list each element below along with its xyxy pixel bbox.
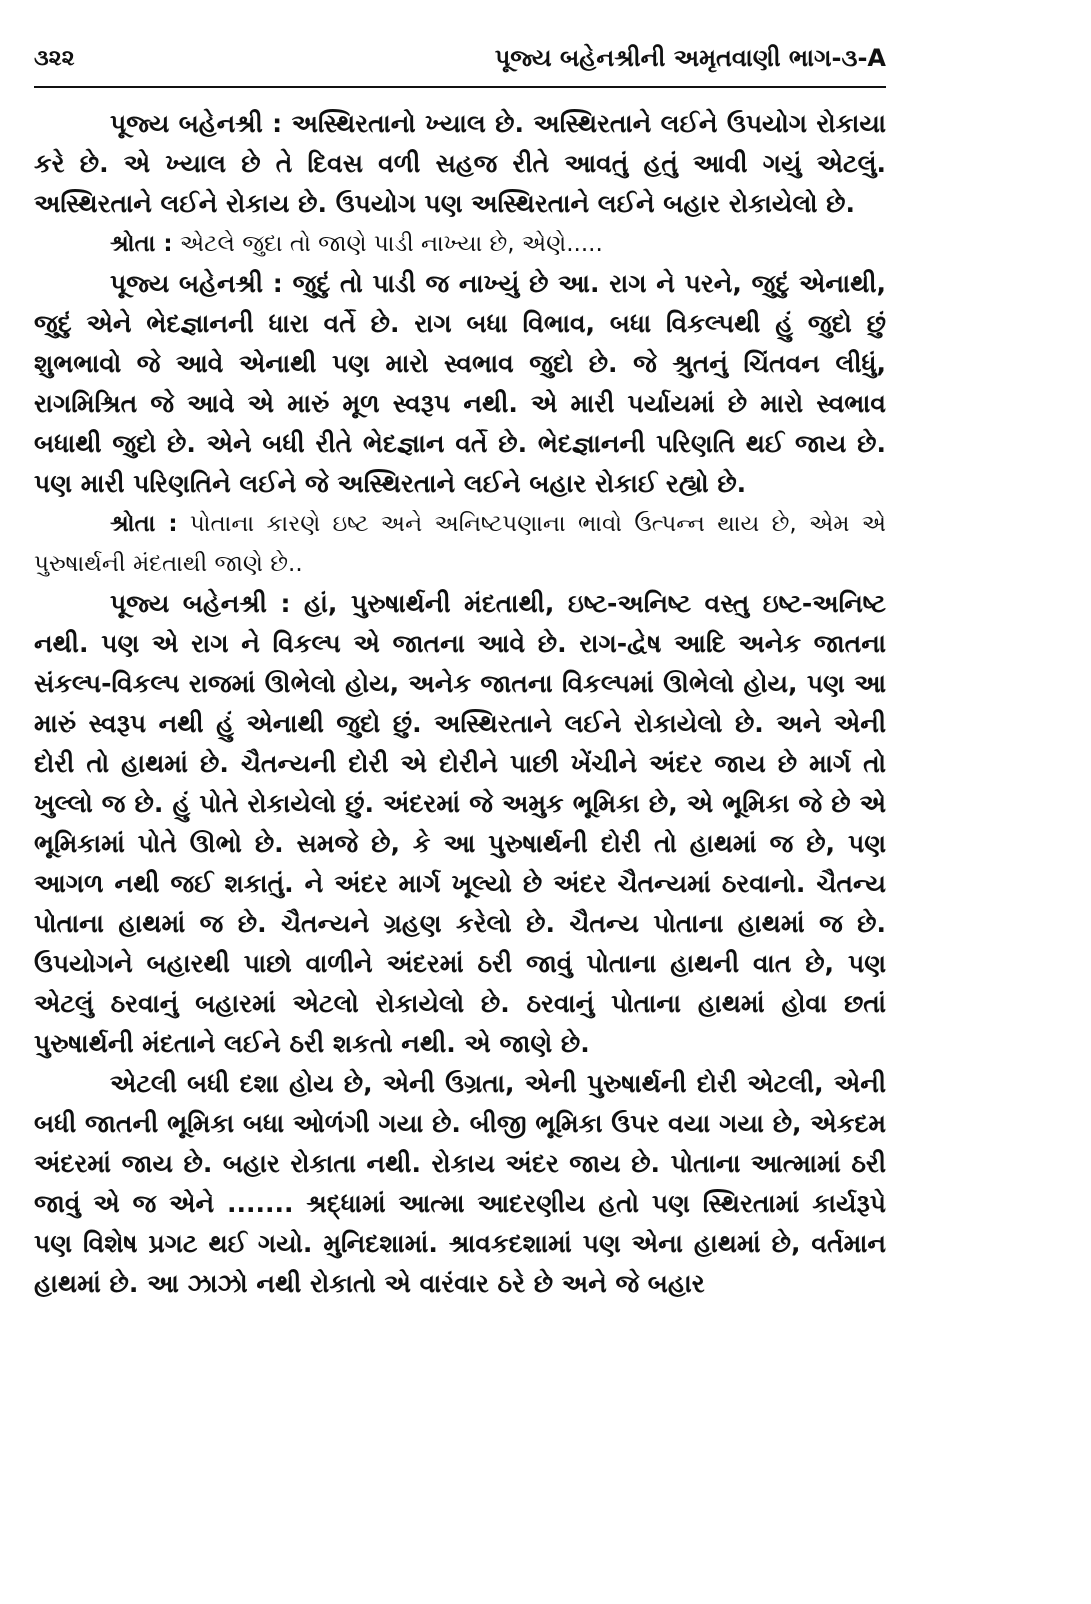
paragraph-1 [34,104,886,224]
paragraph-text: હાં, પુરુષાર્થની મંદતાથી, ઇષ્ટ-અનિષ્ટ વસ્તુ ઇષ્ટ-અનિષ્ટ નથી. પણ એ રાગ ને વિકલ્પ એ જાતના આવે છે. રાગ-દ્વેષ આદિ અનેક જાતના સંકલ્પ-વિકલ્પ રાજમાં ઊભેલો હોય, અનેક જાતના વિકલ્પમાં ઊભેલો હોય, પણ આ મારું સ્વરૂપ નથી હું એનાથી જુદો છું. અસ્થિરતાને લઈને રોકાયેલો છે. અને એની દોરી તો હાથમાં છે. ચૈતન્યની દોરી એ દોરીને પાછી ખેંચીને અંદર જાય છે માર્ગ તો ખુલ્લો જ છે. હું પોતે રોકાયેલો છું. અંદરમાં જે અમુક ભૂમિકા છે, એ ભૂમિકા જે છે એ ભૂમિકામાં પોતે ઊભો છે. સમજે છે, કે આ પુરુષાર્થની દોરી તો હાથમાં જ છે, પણ આગળ નથી જઈ શકાતું. ને અંદર માર્ગ ખૂલ્યો છે અંદર ચૈતન્યમાં ઠરવાનો. ચૈતન્ય પોતાના હાથમાં જ છે. ચૈતન્યને ગ્રહણ કરેલો છે. ચૈતન્ય પોતાના હાથમાં જ છે. ઉપયોગને બહારથી પાછો વાળીને અંદરમાં ઠરી જાવું પોતાના હાથની વાત છે, પણ એટલું ઠરવાનું બહારમાં એટલો રોકાયેલો છે. ઠરવાનું પોતાના હાથમાં હોવા છતાં પુરુષાર્થની મંદતાને લઈને ઠરી શકતો નથી. એ જાણે છે. [34,589,886,1058]
speaker-label: પૂજ્ય બહેનશ્રી : [110,109,283,138]
paragraph-3 [34,264,886,504]
paragraph-5 [34,584,886,1064]
page-number: ૩૨૨ [34,46,75,71]
speaker-label: શ્રોતા : [110,231,173,257]
paragraph-6 [34,1064,886,1304]
document-page [34,40,886,1304]
paragraph-text: એટલી બધી દશા હોય છે, એની ઉગ્રતા, એની પુરુષાર્થની દોરી એટલી, એની બધી જાતની ભૂમિકા બધા ઓળંગી ગયા છે. બીજી ભૂમિકા ઉપર વયા ગયા છે, એકદમ અંદરમાં જાય છે. બહાર રોકાતા નથી. રોકાય અંદર જાય છે. પોતાના આત્મામાં ઠરી જાવું એ જ એને ....... શ્રદ્ધામાં આત્મા આદરણીય હતો પણ સ્થિરતામાં કાર્યરૂપે પણ વિશેષ પ્રગટ થઈ ગયો. મુનિદશામાં. શ્રાવકદશામાં પણ એના હાથમાં છે, વર્તમાન હાથમાં છે. આ ઝાઝો નથી રોકાતો એ વારંવાર ઠરે છે અને જે બહાર [34,1069,886,1298]
speaker-label: પૂજ્ય બહેનશ્રી : [110,589,291,618]
speaker-label: પૂજ્ય બહેનશ્રી : [110,269,283,298]
page-header [34,40,886,88]
paragraph-text: અસ્થિરતાનો ખ્યાલ છે. અસ્થિરતાને લઈને ઉપયોગ રોકાયા કરે છે. એ ખ્યાલ છે તે દિવસ વળી સહજ રીતે આવતું હતું આવી ગયું એટલું. અસ્થિરતાને લઈને રોકાય છે. ઉપયોગ પણ અસ્થિરતાને લઈને બહાર રોકાયેલો છે. [34,109,886,218]
speaker-label: શ્રોતા : [110,511,178,537]
paragraph-4 [34,504,886,584]
paragraph-text: એટલે જુદા તો જાણે પાડી નાખ્યા છે, એણે..... [172,231,603,257]
paragraph-text: પોતાના કારણે ઇષ્ટ અને અનિષ્ટપણાના ભાવો ઉત્પન્ન થાય છે, એમ એ પુરુષાર્થની મંદતાથી જાણે છે.. [34,511,886,577]
paragraph-2 [34,224,886,264]
running-title: પૂજ્ય બહેનશ્રીની અમૃતવાણી ભાગ-૩-A [494,44,886,72]
body-text [34,104,886,1304]
paragraph-text: જુદું તો પાડી જ નાખ્યું છે આ. રાગ ને પરને, જુદું એનાથી, જુદું એને ભેદજ્ઞાનની ધારા વર્તે છે. રાગ બધા વિભાવ, બધા વિકલ્પથી હું જુદો છું શુભભાવો જે આવે એનાથી પણ મારો સ્વભાવ જુદો છે. જે શ્રુતનું ચિંતવન લીધું, રાગમિશ્રિત જે આવે એ મારું મૂળ સ્વરૂપ નથી. એ મારી પર્યાયમાં છે મારો સ્વભાવ બધાથી જુદો છે. એને બધી રીતે ભેદજ્ઞાન વર્તે છે. ભેદજ્ઞાનની પરિણતિ થઈ જાય છે. પણ મારી પરિણતિને લઈને જે અસ્થિરતાને લઈને બહાર રોકાઈ રહ્યો છે. [34,269,886,498]
